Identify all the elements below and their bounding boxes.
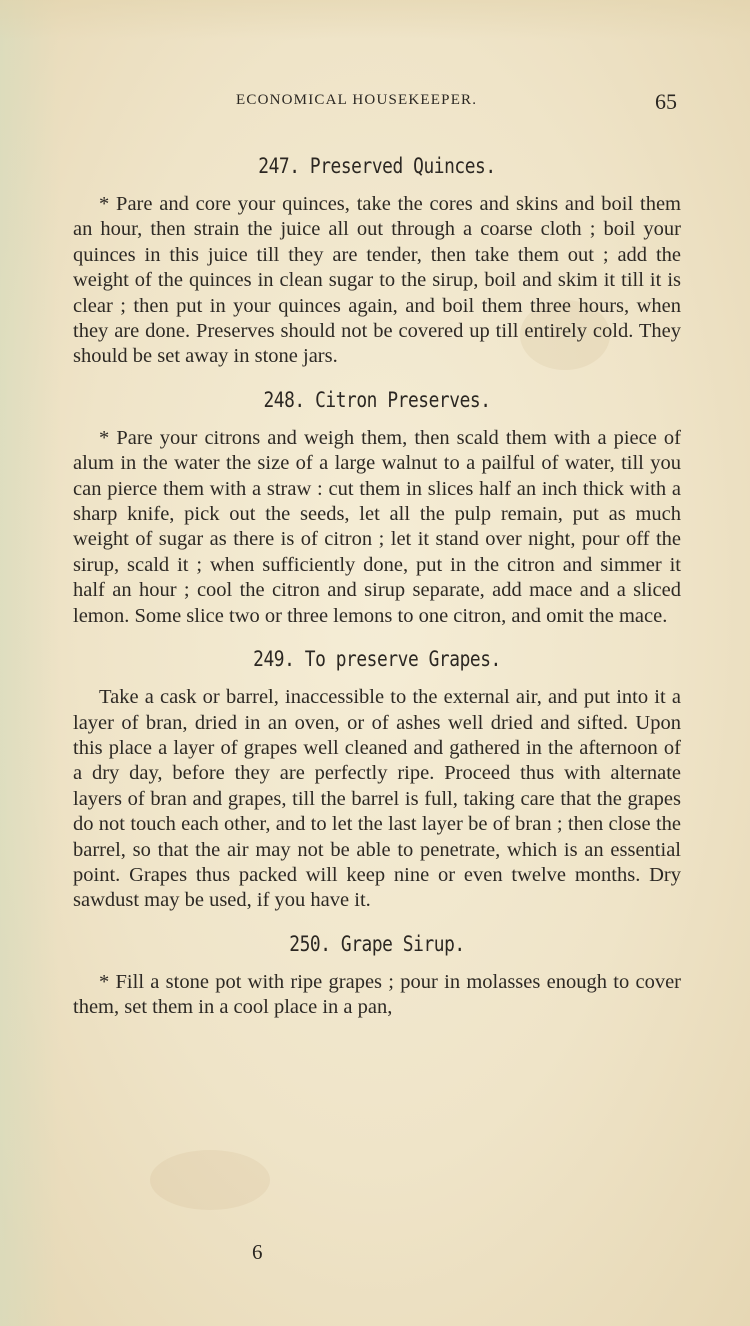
recipe-text: * Pare and core your quinces, take the cores and skins and boil them an hour, then strain the juice all out through a coarse cloth ; boil your quinces in this juice till they are tender, then take them out ; add the weight of the quinces in clean sugar to the sirup, boil and skim it till it is clear ; then put in your quinces again, and boil them three hours, when they are done. Preserves should not be covered up till entirely cold. They should be set away in stone jars.	[73, 193, 681, 368]
page-body	[73, 152, 681, 1021]
recipe-text: * Pare your citrons and weigh them, then scald them with a piece of alum in the water the size of a large walnut to a pailful of water, till you can pierce them with a straw : cut them in slices half an inch thick with a sharp knife, pick out the seeds, let all the pulp remain, put as much weight of sugar as there is of citron ; let it stand over night, pour off the sirup, scald it ; when sufficiently done, put in the citron and simmer it half an hour ; cool the citron and sirup separate, add mace and a sliced lemon. Some slice two or three lemons to one citron, and omit the mace.	[73, 426, 681, 627]
recipe-heading: 247. Preserved Quinces.	[258, 154, 496, 178]
page-number: 65	[655, 89, 677, 114]
recipe-heading: 250. Grape Sirup.	[289, 931, 465, 956]
paper-stain	[150, 1150, 270, 1210]
running-head: ECONOMICAL HOUSEKEEPER.	[236, 92, 478, 108]
recipe-text: * Fill a stone pot with ripe grapes ; pour in molasses enough to cover them, set them in a cool place in a pan,	[73, 970, 681, 1019]
recipe-text: Take a cask or barrel, inaccessible to the external air, and put into it a layer of bran, dried in an oven, or of ashes well dried and sifted. Upon this place a layer of grapes well cleaned and gathered in the afternoon of a dry day, before they are perfectly ripe. Proceed thus with alternate layers of bran and grapes, till the barrel is full, taking care that the grapes do not touch each other, and to let the last layer be of bran ; then close the barrel, so that the air may not be able to penetrate, which is an essential point. Grapes thus packed will keep nine or even twelve months. Dry sawdust may be used, if you have it.	[73, 686, 681, 912]
signature-mark: 6	[252, 1240, 263, 1264]
recipe-heading: 249. To preserve Grapes.	[253, 647, 501, 672]
recipe-heading: 248. Citron Preserves.	[263, 387, 491, 412]
